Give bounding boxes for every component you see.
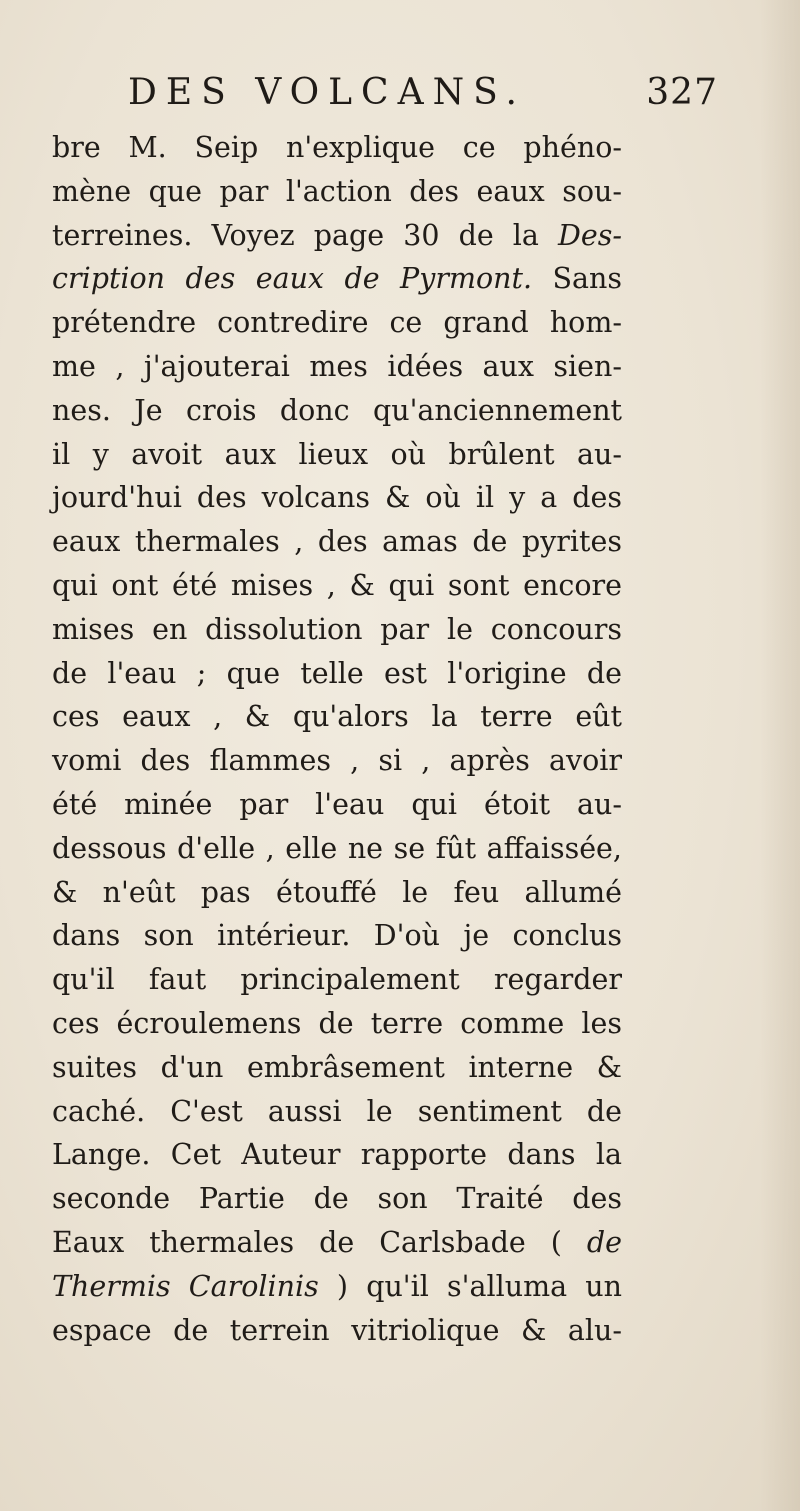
text-line-26: Eaux thermales de Carlsbade ( de [52,1225,622,1259]
text-line-3: terreines. Voyez page 30 de la Des- [52,218,622,252]
text-line-14: ces eaux , & qu'alors la terre eût [52,700,622,734]
text-line-7: nes. Je crois donc qu'anciennement [52,393,622,427]
text-line-4: cription des eaux de Pyrmont. Sans [52,262,622,296]
page-number: 327 [646,72,718,113]
page-edge-shading [760,0,800,1511]
text-line-5: prétendre contredire ce grand hom- [52,306,622,340]
text-line-11: qui ont été mises , & qui sont encore [52,568,622,602]
text-line-20: qu'il faut principalement regarder [52,963,622,997]
text-line-6: me , j'ajouterai mes idées aux sien- [52,349,622,383]
body-text [52,126,622,1352]
running-head: DES VOLCANS. [128,72,526,113]
text-line-18: & n'eût pas étouffé le feu allumé [52,875,622,909]
text-line-21: ces écroulemens de terre comme les [52,1006,622,1040]
text-line-25: seconde Partie de son Traité des [52,1182,622,1216]
text-line-22: suites d'un embrâsement interne & [52,1050,622,1084]
text-line-13: de l'eau ; que telle est l'origine de [52,656,622,690]
text-line-27: Thermis Carolinis ) qu'il s'alluma un [52,1269,622,1303]
text-line-15: vomi des flammes , si , après avoir [52,744,622,778]
text-line-2: mène que par l'action des eaux sou- [52,174,622,208]
text-line-1: bre M. Seip n'explique ce phéno- [52,131,622,164]
text-line-23: caché. C'est aussi le sentiment de [52,1094,622,1128]
text-line-28: espace de terrein vitriolique & alu- [52,1313,622,1347]
text-line-16: été minée par l'eau qui étoit au- [52,787,622,821]
text-line-19: dans son intérieur. D'où je conclus [52,919,622,953]
text-line-10: eaux thermales , des amas de pyrites [52,525,622,559]
text-line-12: mises en dissolution par le concours [52,612,622,646]
page-header [128,68,718,118]
text-line-24: Lange. Cet Auteur rapporte dans la [52,1138,622,1172]
text-line-8: il y avoit aux lieux où brûlent au- [52,437,622,471]
text-line-9: jourd'hui des volcans & où il y a des [52,481,622,515]
text-line-17: dessous d'elle , elle ne se fût affaissée, [52,831,622,865]
